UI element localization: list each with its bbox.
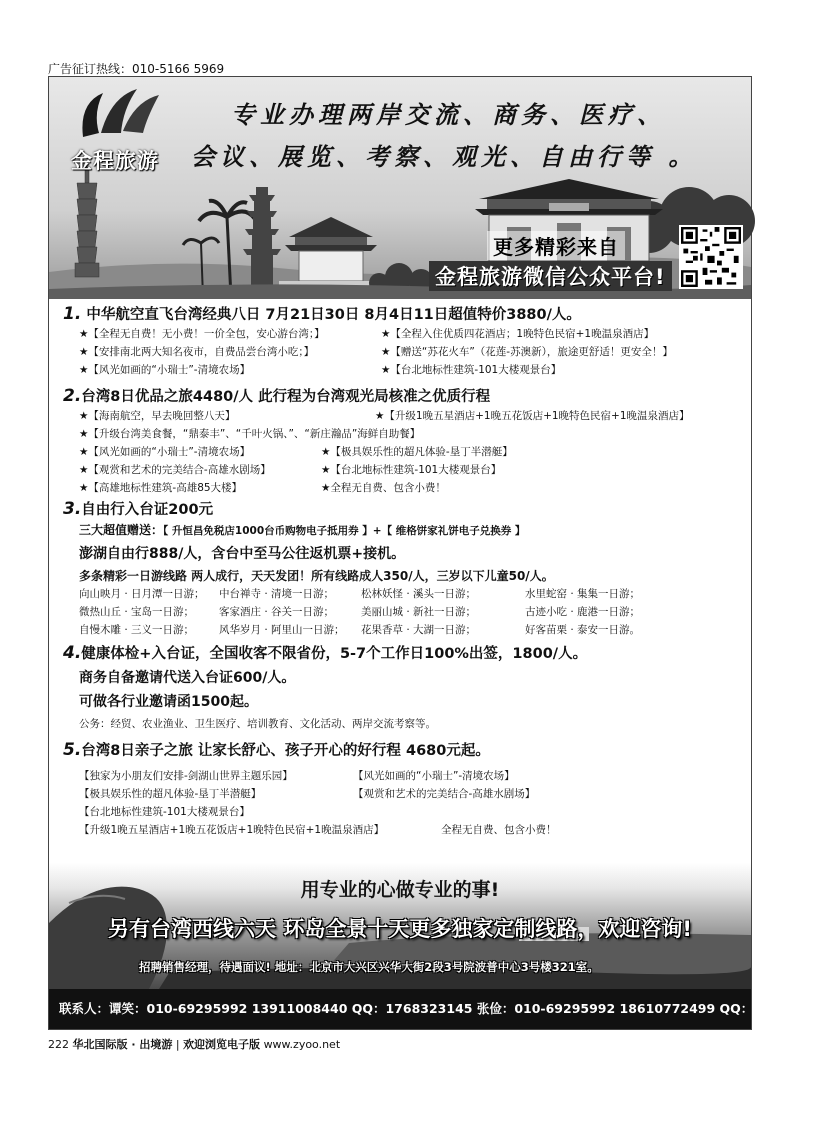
footer-motto: 用专业的心做专业的事!: [300, 879, 500, 901]
section-4-line: 公务：经贸、农业渔业、卫生医疗、培训教育、文化活动、两岸交流考察等。: [79, 718, 436, 730]
section-1-line: ★【赠送“苏花火车”（花莲-苏澳新），旅途更舒适！更安全！】: [381, 346, 673, 358]
route-cell: 微热山丘 · 宝岛一日游；: [79, 606, 195, 618]
route-cell: 松林妖怪 · 溪头一日游；: [361, 588, 477, 600]
route-cell: 好客苗栗 · 泰安一日游。: [525, 624, 641, 636]
route-cell: 花果香草 · 大湖一日游；: [361, 624, 477, 636]
section-2-line: ★全程无自费、包含小费！: [321, 482, 446, 494]
route-cell: 向山映月 · 日月潭一日游；: [79, 588, 205, 600]
section-1-line: ★【全程入住优质四花酒店；1晚特色民宿+1晚温泉酒店】: [381, 328, 655, 340]
section-5-line: 【升级1晚五星酒店+1晚五花饭店+1晚特色民宿+1晚温泉酒店】: [79, 824, 385, 836]
wechat-promo-line1: 更多精彩来自: [487, 231, 625, 260]
header-slogan-line1: 专业办理两岸交流、商务、医疗、: [231, 100, 666, 129]
footer-url[interactable]: www.zyoo.net: [263, 1038, 341, 1051]
travel-advertisement: [48, 76, 840, 1030]
brand-name: 金程旅游: [71, 149, 159, 173]
section-2-line: ★【极具娱乐性的超凡体验-垦丁半潜艇】: [321, 446, 513, 458]
route-cell: 风华岁月 · 阿里山一日游；: [219, 624, 345, 636]
route-cell: 水里蛇窑 · 集集一日游；: [525, 588, 641, 600]
section-1-title: 1. 中华航空直飞台湾经典八日 7月21日30日 8月4日11日超值特价3880/人。: [63, 304, 581, 324]
section-4-line: 商务自备邀请代送入台证600/人。: [79, 670, 296, 686]
footer-recruit-address: 招聘销售经理，待遇面议! 地址：北京市大兴区兴华大街2段3号院波普中心3号楼321室。: [139, 960, 599, 974]
section-1-line: ★【全程无自费！无小费！一价全包，安心游台湾；】: [79, 328, 325, 340]
section-2-line: ★【升级台湾美食餐，“鼎泰丰”、“千叶火锅、”、“新庄瀚品”海鲜自助餐】: [79, 428, 421, 440]
section-2-title: 2.台湾8日优品之旅4480/人 此行程为台湾观光局核准之优质行程: [63, 386, 491, 406]
ad-footer-banner: [49, 863, 751, 989]
wechat-promo-line2: 金程旅游微信公众平台!: [429, 261, 672, 291]
route-cell: 古迹小吃 · 鹿港一日游；: [525, 606, 641, 618]
jincheng-logo-icon: [77, 83, 161, 143]
section-2-line: ★【海南航空，早去晚回整八天】: [79, 410, 236, 422]
section-5-line: 【观赏和艺术的完美结合-高雄水剧场】: [353, 788, 536, 800]
section-2-line: ★【台北地标性建筑-101大楼观景台】: [321, 464, 502, 476]
route-cell: 美丽山城 · 新社一日游；: [361, 606, 477, 618]
header-slogan-line2: 会议、展览、考察、观光、自由行等 。: [191, 142, 698, 171]
page-number: 222: [48, 1038, 69, 1051]
section-1-line: ★【安排南北两大知名夜市，自费品尝台湾小吃；】: [79, 346, 315, 358]
section-2-line: ★【风光如画的“小瑞士”-清境农场】: [79, 446, 251, 458]
footer-slogan: 欢迎浏览电子版: [183, 1038, 261, 1051]
page-footer: [48, 1036, 340, 1052]
footer-separator: |: [175, 1038, 180, 1051]
wechat-qr-code[interactable]: [679, 225, 743, 289]
section-2-line: ★【观赏和艺术的完美结合-高雄水剧场】: [79, 464, 271, 476]
route-cell: 客家酒庄 · 谷关一日游；: [219, 606, 335, 618]
section-5-title: 5.台湾8日亲子之旅 让家长舒心、孩子开心的好行程 4680元起。: [63, 740, 490, 760]
section-5-line: 【台北地标性建筑-101大楼观景台】: [79, 806, 250, 818]
section-4-line: 可做各行业邀请函1500起。: [79, 694, 258, 710]
section-1-line: ★【台北地标性建筑-101大楼观景台】: [381, 364, 562, 376]
edition-label: 华北国际版 · 出境游: [72, 1038, 173, 1051]
section-1-line: ★【风光如画的“小瑞士”-清境农场】: [79, 364, 251, 376]
section-3-penghu: 澎湖自由行888/人，含台中至马公往返机票+接机。: [79, 546, 406, 562]
route-cell: 中台禅寺 · 清境一日游；: [219, 588, 335, 600]
section-3-gifts: 三大超值赠送：【 升恒昌免税店1000台币购物电子抵用券 】+【 维格饼家礼饼电子兑换券 】: [79, 523, 526, 537]
section-4-title: 4.健康体检+入台证，全国收客不限省份，5-7个工作日100%出签，1800/人。: [63, 643, 588, 663]
section-5-line: 【风光如画的“小瑞士”-清境农场】: [353, 770, 515, 782]
footer-more-routes: 另有台湾西线六天 环岛全景十天更多独家定制线路，欢迎咨询!: [108, 917, 692, 941]
section-5-line: 【极具娱乐性的超凡体验-垦丁半潜艇】: [79, 788, 262, 800]
section-2-line: ★【升级1晚五星酒店+1晚五花饭店+1晚特色民宿+1晚温泉酒店】: [375, 410, 690, 422]
section-5-line: 全程无自费、包含小费！: [441, 824, 557, 836]
route-cell: 自慢木雕 · 三义一日游；: [79, 624, 195, 636]
section-3-title: 3.自由行入台证200元: [63, 499, 214, 519]
section-3-day-tours: 多条精彩一日游线路 两人成行，天天发团！所有线路成人350/人，三岁以下儿童50/人。: [79, 569, 554, 583]
contact-bar: 联系人：谭笑：010-69295992 13911008440 QQ：1768323145 张俭：010-69295992 18610772499 QQ：2485528798: [49, 989, 751, 1029]
ad-hotline: 广告征订热线：010-5166 5969: [48, 62, 225, 76]
section-2-line: ★【高雄地标性建筑-高雄85大楼】: [79, 482, 243, 494]
section-5-line: 【独家为小朋友们安排-剑湖山世界主题乐园】: [79, 770, 293, 782]
ad-header: [49, 77, 751, 299]
